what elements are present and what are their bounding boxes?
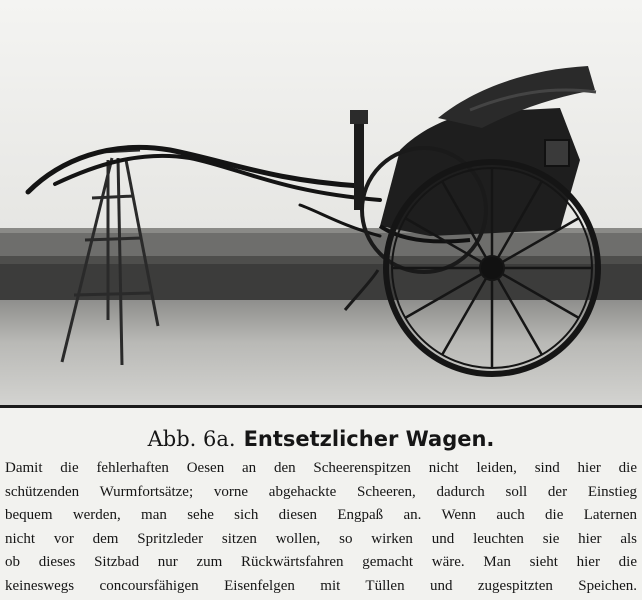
description-paragraph [5,457,637,599]
paragraph-line: ob dieses Sitzbad nur zum Rückwärtsfahren gemacht wäre. Man sieht hier die [5,554,637,571]
figure-label: Abb. 6a. [147,427,236,451]
paragraph-line: keineswegs concoursfähigen Eisenfelgen mit Tüllen und zugespitzten Speichen. [5,577,637,594]
figure-caption [0,426,642,452]
paragraph-line: bequem werden, man sehe sich diesen Engpaß an. Wenn auch die Laternen [5,507,637,524]
paragraph-line: Damit die fehlerhaften Oesen an den Scheerenspitzen nicht leiden, sind hier die [5,460,637,476]
paragraph-line: nicht vor dem Spritzleder sitzen wollen, so wirken und leuchten sie hier als [5,530,637,547]
paragraph-line: schützenden Wurmfortsätze; vorne abgehackte Scheeren, dadurch soll der Einstieg [5,483,637,500]
main-wheel [386,162,598,374]
photo-bottom-rule [0,405,642,408]
figure-title: Entsetzlicher Wagen. [243,427,495,451]
